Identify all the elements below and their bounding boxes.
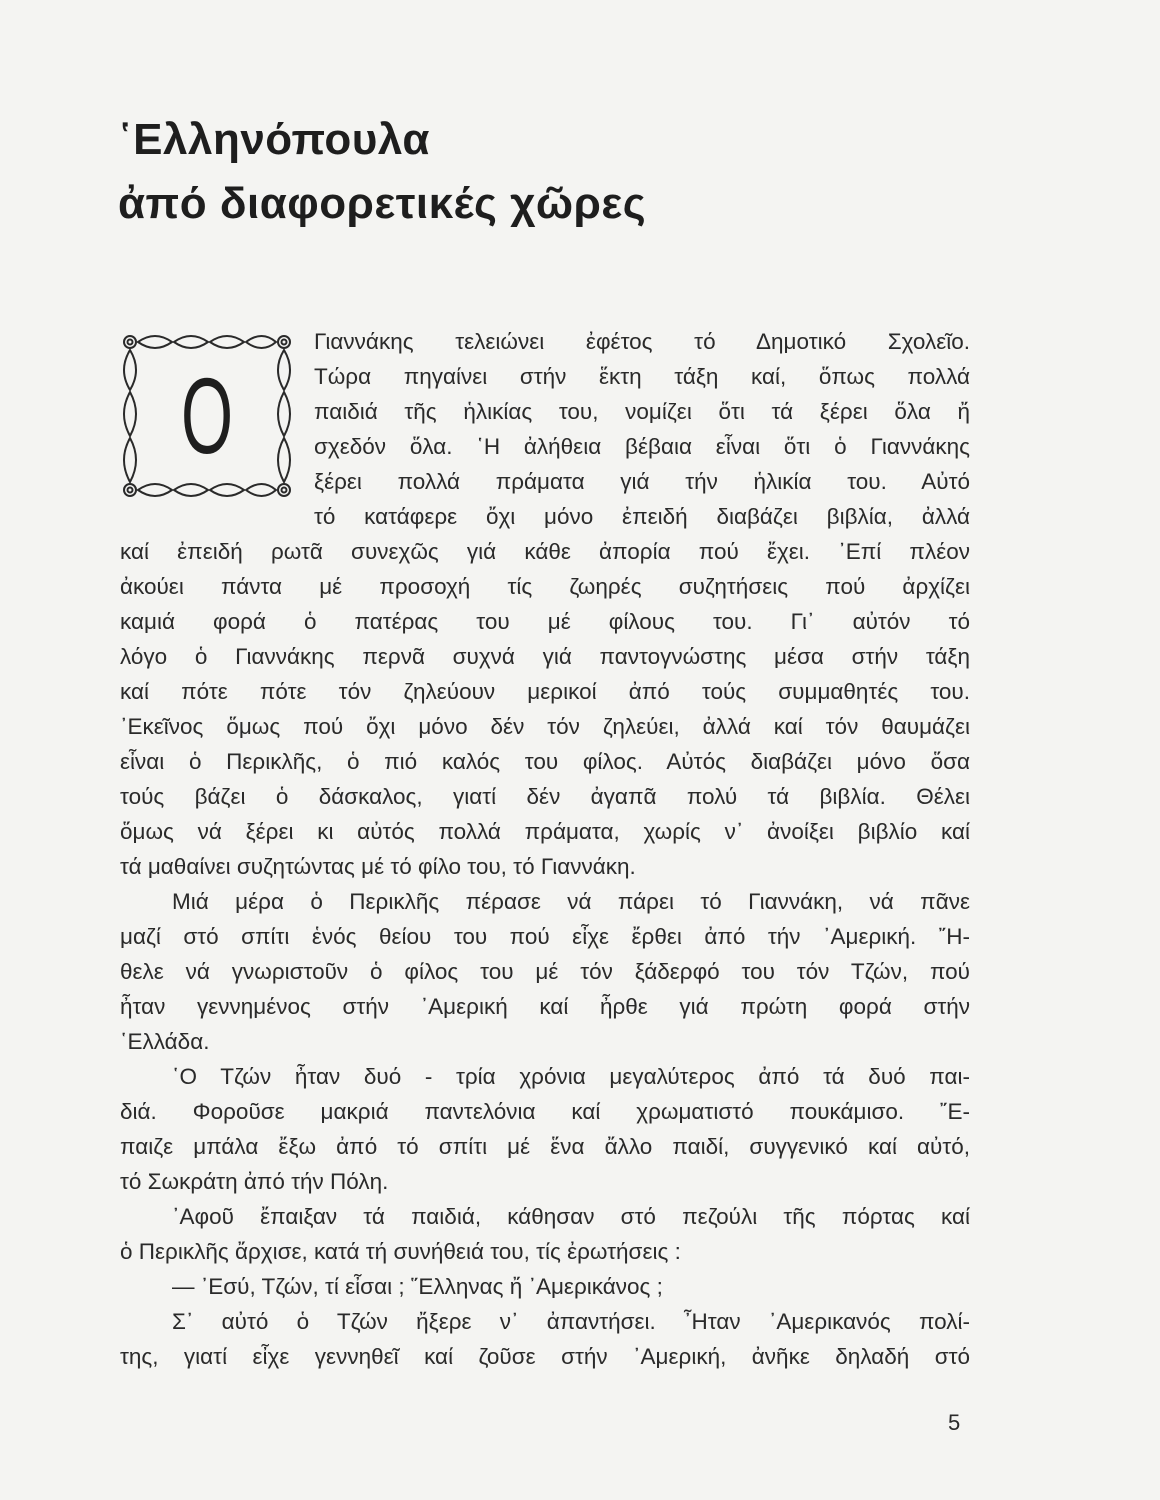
text-line: Σ᾿ αὐτό ὁ Τζών ἤξερε ν᾿ ἀπαντήσει. ῏Ηταν ᾿Αμερικανός πολί- [172,1309,970,1334]
text-line: ᾿Εκεῖνος ὅμως πού ὄχι μόνο δέν τόν ζηλεύει, ἀλλά καί τόν θαυμάζει [120,714,970,739]
text-line: καί πότε πότε τόν ζηλεύουν μερικοί ἀπό τούς συμμαθητές του. [120,679,970,704]
text-line: ξέρει πολλά πράματα γιά τήν ἡλικία του. Αὐτό [314,469,970,494]
text-line: Τώρα πηγαίνει στήν ἕκτη τάξη καί, ὅπως πολλά [314,364,970,389]
text-line: θελε νά γνωριστοῦν ὁ φίλος του μέ τόν ξάδερφό του τόν Τζών, πού [120,959,970,984]
text-line: τά μαθαίνει συζητώντας μέ τό φίλο του, τό Γιαννάκη. [120,854,636,879]
text-line: ῾Ο Τζών ἦταν δυό - τρία χρόνια μεγαλύτερος ἀπό τά δυό παι- [172,1064,970,1089]
text-line: της, γιατί εἶχε γεννηθεῖ καί ζοῦσε στήν ᾿Αμερική, ἀνῆκε δηλαδή στό [120,1344,970,1369]
text-line: διά. Φοροῦσε μακριά παντελόνια καί χρωματιστό πουκάμισο. ῎Ε- [120,1099,970,1124]
text-line: τό κατάφερε ὄχι μόνο ἐπειδή διαβάζει βιβλία, ἀλλά [314,504,970,529]
text-line: ὁ Περικλῆς ἄρχισε, κατά τή συνήθειά του, τίς ἐρωτήσεις : [120,1239,681,1264]
text-line: παιδιά τῆς ἡλικίας του, νομίζει ὅτι τά ξέρει ὅλα ἤ [314,399,970,424]
text-line: Γιαννάκης τελειώνει ἐφέτος τό Δημοτικό Σχολεῖο. [314,329,970,354]
text-line: τό Σωκράτη ἀπό τήν Πόλη. [120,1169,389,1194]
text-line: λόγο ὁ Γιαννάκης περνᾶ συχνά γιά παντογνώστης μέσα στήν τάξη [120,644,970,669]
drop-cap-letter: O [180,355,234,476]
chapter-title-line-1: ῾Ελληνόπουλα [118,115,430,164]
text-line: ᾿Αφοῦ ἔπαιξαν τά παιδιά, κάθησαν στό πεζούλι τῆς πόρτας καί [172,1204,970,1229]
text-line: — ᾿Εσύ, Τζών, τί εἶσαι ; ῞Ελληνας ἤ ᾿Αμερικάνος ; [172,1274,663,1299]
text-line: Μιά μέρα ὁ Περικλῆς πέρασε νά πάρει τό Γιαννάκη, νά πᾶνε [172,889,970,914]
text-line: ἦταν γεννημένος στήν ᾿Αμερική καί ἦρθε γιά πρώτη φορά στήν [120,994,970,1019]
text-line: καμιά φορά ὁ πατέρας του μέ φίλους του. Γι᾿ αὐτόν τό [120,609,970,634]
text-line: εἶναι ὁ Περικλῆς, ὁ πιό καλός του φίλος. Αὐτός διαβάζει μόνο ὅσα [120,749,970,774]
chapter-title-line-2: ἀπό διαφορετικές χῶρες [118,179,647,228]
text-line: τούς βάζει ὁ δάσκαλος, γιατί δέν ἀγαπᾶ πολύ τά βιβλία. Θέλει [120,784,970,809]
text-line: ἀκούει πάντα μέ προσοχή τίς ζωηρές συζητήσεις πού ἀρχίζει [120,574,970,599]
page-number: 5 [948,1410,961,1435]
text-line: ὅμως νά ξέρει κι αὐτός πολλά πράματα, χωρίς ν᾿ ἀνοίξει βιβλίο καί [120,819,970,844]
text-line: σχεδόν ὅλα. ῾Η ἀλήθεια βέβαια εἶναι ὅτι ὁ Γιαννάκης [314,434,970,459]
text-line: καί ἐπειδή ρωτᾶ συνεχῶς γιά κάθε ἀπορία πού ἔχει. ᾿Επί πλέον [120,539,970,564]
text-line: παιζε μπάλα ἔξω ἀπό τό σπίτι μέ ἕνα ἄλλο παιδί, συγγενικό καί αὐτό, [120,1134,970,1159]
text-line: ῾Ελλάδα. [120,1029,210,1054]
text-line: μαζί στό σπίτι ἑνός θείου του πού εἶχε ἔρθει ἀπό τήν ᾿Αμερική. ῎Η- [120,924,970,949]
